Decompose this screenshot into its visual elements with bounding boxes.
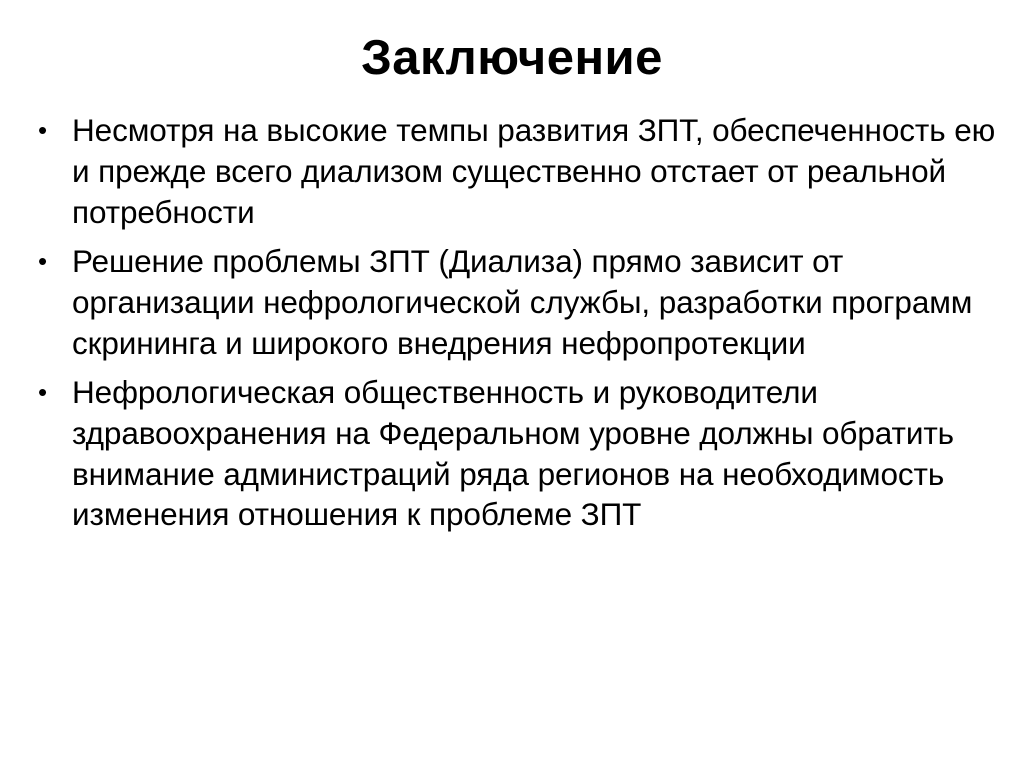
- list-item: [26, 241, 1001, 364]
- list-item-text: Решение проблемы ЗПТ (Диализа) прямо зависит от организации нефрологической службы, разработки программ скрининга и широкого внедрения нефропротекции: [72, 242, 973, 361]
- list-item: [26, 372, 1001, 536]
- bullet-point-icon: •: [38, 115, 48, 145]
- bullet-point-icon: •: [38, 245, 48, 276]
- list-item-text: Нефрологическая общественность и руководители здравоохранения на Федеральном уровне должны обратить внимание администраций ряда регионов на необходимость изменения отношения к проблеме ЗПТ: [72, 373, 954, 533]
- list-item: [26, 110, 1001, 233]
- bullet-list: [26, 110, 1001, 543]
- list-item-text: Несмотря на высокие темпы развития ЗПТ, обеспеченность ею и прежде всего диализом существенно отстает от реальной потребности: [72, 112, 996, 230]
- page-title: Заключение: [361, 31, 663, 85]
- bullet-point-icon: •: [38, 376, 48, 407]
